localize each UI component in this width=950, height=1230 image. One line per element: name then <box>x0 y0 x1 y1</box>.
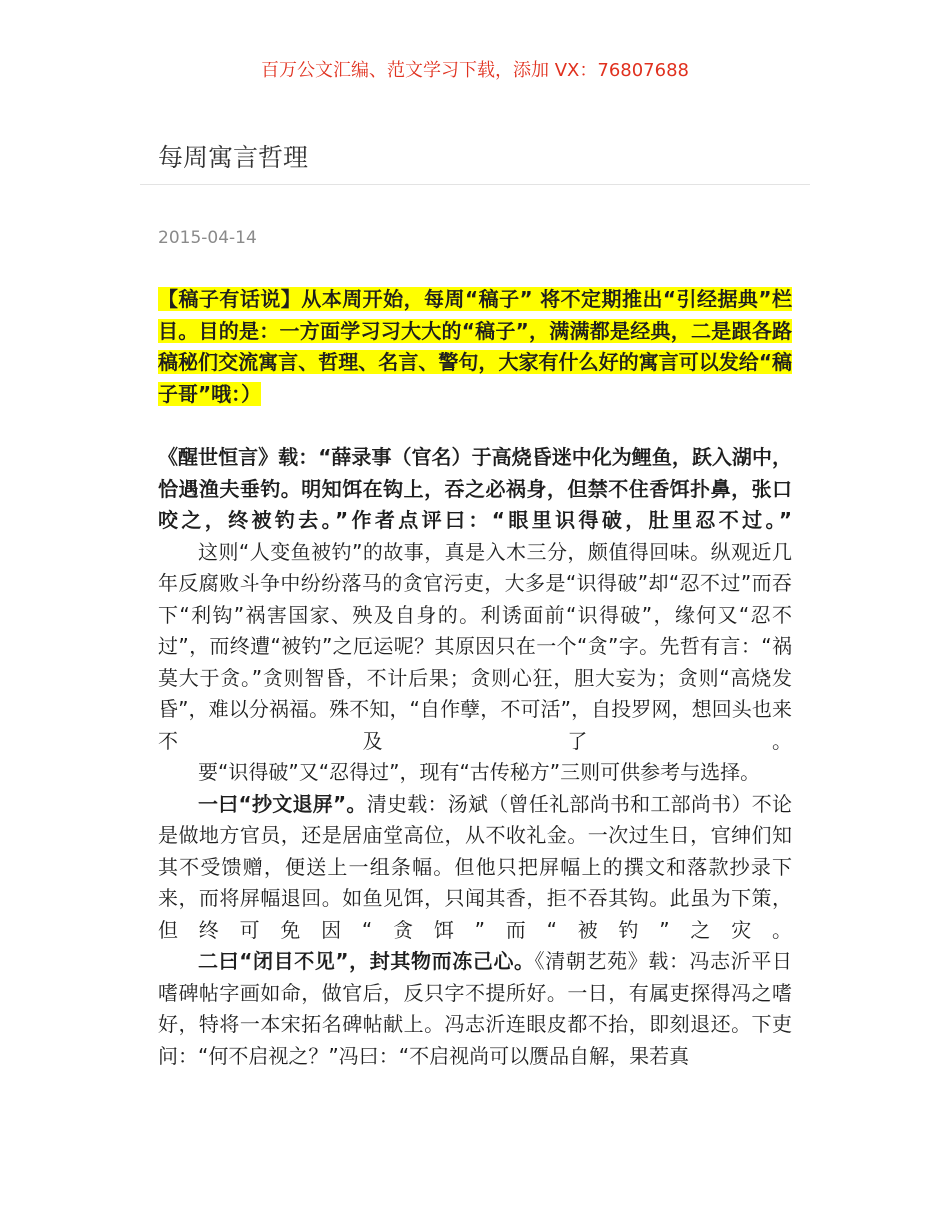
header-banner: 百万公文汇编、范文学习下载，添加 VX：76807688 <box>261 60 689 81</box>
body-paragraph-2: 要“识得破”又“忍得过”，现有“古传秘方”三则可供参考与选择。 <box>198 760 761 784</box>
method-one-heading: 一曰“抄文退屏”。 <box>198 791 367 816</box>
title-divider <box>140 184 810 185</box>
body-paragraph-3 <box>158 789 792 947</box>
article-title: 每周寓言哲理 <box>158 143 309 172</box>
method-one-text: 清史载：汤斌（曾任礼部尚书和工部尚书）不论是做地方官员，还是居庙堂高位，从不收礼金。一次过生日，官绅们知其不受馈赠，便送上一组条幅。但他只把屏幅上的撰文和落款抄录下来，而将屏幅退回。如鱼见饵，只闻其香，拒不吞其钩。此虽为下策，但终可免因“贪饵”而“被钓”之灾。 <box>158 791 792 942</box>
article-body <box>158 284 792 1072</box>
quote-text: 《醒世恒言》载：“薛录事（官名）于高烧昏迷中化为鲤鱼，跃入湖中，恰遇渔夫垂钓。明知饵在钩上，吞之必祸身，但禁不住香饵扑鼻，张口咬之，终被钓去。”作者点评曰：“眼里识得破，肚里忍不过。” <box>158 445 792 532</box>
method-two-heading: 二曰“闭目不见”，封其物而冻己心。 <box>198 949 535 973</box>
body-paragraph-1: 这则“人变鱼被钓”的故事，真是入木三分，颇值得回味。纵观近几年反腐败斗争中纷纷落马的贪官污吏，大多是“识得破”却“忍不过”而吞下“利钩”祸害国家、殃及自身的。利诱面前“识得破”，缘何又“忍不过”，而终遭“被钓”之厄运呢？其原因只在一个“贪”字。先哲有言：“祸莫大于贪。”贪则智昏，不计后果；贪则心狂，胆大妄为；贪则“高烧发昏”，难以分祸福。殊不知，“自作孽，不可活”，自投罗网，想回头也来不及了。 <box>158 539 792 753</box>
method-two-text: 《清朝艺苑》载：冯志沂平日嗜碑帖字画如命，做官后，反只字不提所好。一日，有属吏探得冯之嗜好，特将一本宋拓名碑帖献上。冯志沂连眼皮都不抬，即刻退还。下吏问：“何不启视之？”冯曰：“不启视尚可以赝品自解，果若真 <box>158 949 792 1068</box>
intro-paragraph <box>158 284 792 410</box>
body-paragraph-4 <box>158 946 792 1072</box>
highlighted-intro: 【稿子有话说】从本周开始，每周“稿子” 将不定期推出“引经据典”栏目。目的是：一方面学习习大大的“稿子”，满满都是经典，二是跟各路稿秘们交流寓言、哲理、名言、警句，大家有什么好的寓言可以发给“稿子哥”哦：） <box>158 287 792 406</box>
publish-date: 2015-04-14 <box>158 228 257 248</box>
quote-paragraph <box>158 442 792 537</box>
